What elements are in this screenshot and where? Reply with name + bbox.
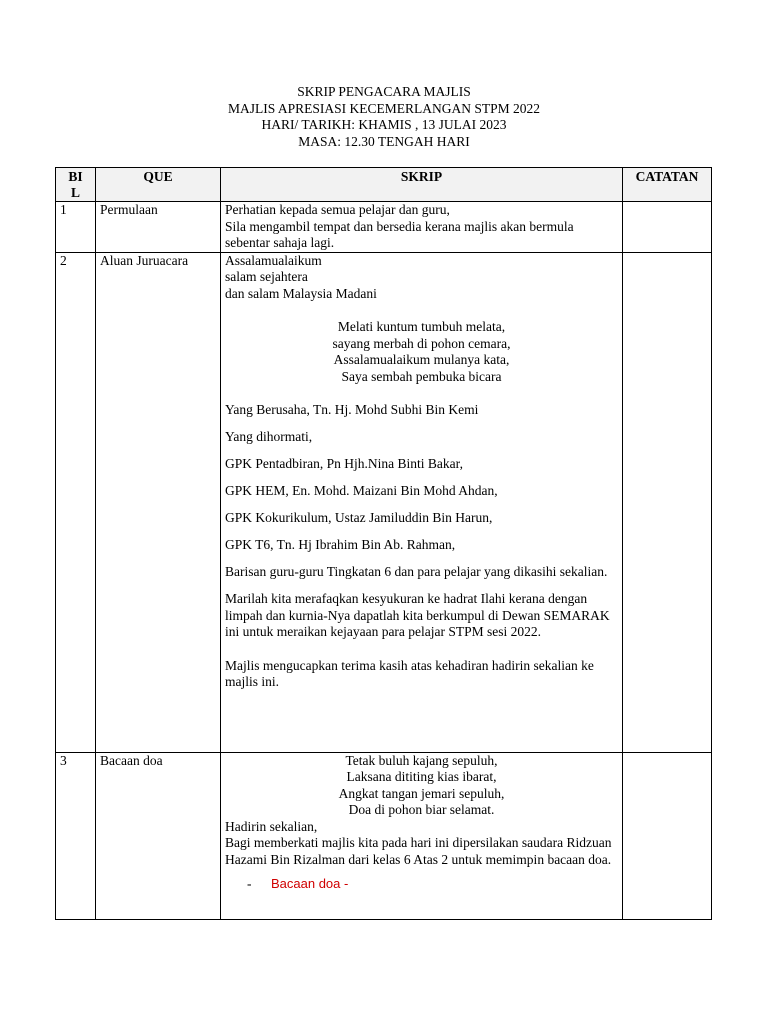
header-event: MAJLIS APRESIASI KECEMERLANGAN STPM 2022 bbox=[227, 100, 541, 116]
list-dash: - bbox=[247, 876, 252, 891]
greeting-line: salam sejahtera bbox=[225, 269, 308, 284]
greeting-line: Assalamualaikum bbox=[225, 252, 322, 268]
doa-item bbox=[225, 876, 618, 893]
cell-catatan bbox=[623, 752, 712, 919]
cell-que: Permulaan bbox=[96, 202, 221, 253]
header-date: HARI/ TARIKH: KHAMIS , 13 JULAI 2023 bbox=[261, 117, 507, 132]
pantun bbox=[225, 319, 618, 385]
skrip-paragraph: Marilah kita merafaqkan kesyukuran ke hadrat Ilahi kerana dengan limpah dan kurnia-Nya dapatlah kita berkumpul di Dewan SEMARAK ini untuk meraikan kejayaan para pelajar STPM sesi 2022. bbox=[225, 591, 610, 639]
cell-skrip bbox=[221, 202, 623, 253]
table-row bbox=[56, 202, 712, 253]
pantun bbox=[225, 753, 618, 819]
cell-bil: 2 bbox=[56, 252, 96, 752]
skrip-paragraph: Bagi memberkati majlis kita pada hari ini dipersilakan saudara Ridzuan Hazami Bin Rizalman dari kelas 6 Atas 2 untuk memimpin bacaan doa. bbox=[225, 835, 612, 867]
vip-line: Yang dihormati, bbox=[225, 429, 313, 444]
pantun-line: Laksana dititing kias ibarat, bbox=[346, 769, 497, 784]
skrip-line: Perhatian kepada semua pelajar dan guru, bbox=[225, 202, 450, 217]
pantun-line: Melati kuntum tumbuh melata, bbox=[337, 319, 506, 334]
col-header-que: QUE bbox=[96, 168, 221, 202]
table-row bbox=[56, 252, 712, 752]
table-row bbox=[56, 752, 712, 919]
vip-line: GPK T6, Tn. Hj Ibrahim Bin Ab. Rahman, bbox=[225, 537, 456, 552]
cell-que: Aluan Juruacara bbox=[96, 252, 221, 752]
cell-bil: 1 bbox=[56, 202, 96, 253]
script-table bbox=[55, 167, 712, 920]
col-header-bil bbox=[56, 168, 96, 202]
header-time: MASA: 12.30 TENGAH HARI bbox=[298, 133, 470, 149]
pantun-line: Doa di pohon biar selamat. bbox=[348, 802, 495, 817]
pantun-line: sayang merbah di pohon cemara, bbox=[332, 335, 511, 351]
vip-line: GPK Pentadbiran, Pn Hjh.Nina Binti Bakar, bbox=[225, 456, 463, 471]
vip-line: Barisan guru-guru Tingkatan 6 dan para pelajar yang dikasihi sekalian. bbox=[225, 564, 608, 579]
cell-que: Bacaan doa bbox=[96, 752, 221, 919]
cell-catatan bbox=[623, 252, 712, 752]
cell-bil: 3 bbox=[56, 752, 96, 919]
col-header-skrip: SKRIP bbox=[221, 168, 623, 202]
greeting-line: dan salam Malaysia Madani bbox=[225, 285, 377, 301]
cell-skrip bbox=[221, 252, 623, 752]
pantun-line: Saya sembah pembuka bicara bbox=[341, 368, 502, 384]
col-header-catatan: CATATAN bbox=[623, 168, 712, 202]
header-title: SKRIP PENGACARA MAJLIS bbox=[297, 84, 471, 99]
document-header bbox=[0, 84, 768, 150]
cell-catatan bbox=[623, 202, 712, 253]
pantun-line: Angkat tangan jemari sepuluh, bbox=[338, 785, 505, 801]
table-header-row bbox=[56, 168, 712, 202]
skrip-line: Sila mengambil tempat dan bersedia kerana majlis akan bermula sebentar sahaja lagi. bbox=[225, 218, 574, 250]
col-header-bil-line1: BI bbox=[68, 169, 83, 184]
pantun-line: Tetak buluh kajang sepuluh, bbox=[345, 752, 498, 768]
pantun-line: Assalamualaikum mulanya kata, bbox=[333, 352, 510, 367]
skrip-line: Hadirin sekalian, bbox=[225, 818, 318, 834]
cell-skrip bbox=[221, 752, 623, 919]
vip-line: GPK Kokurikulum, Ustaz Jamiluddin Bin Harun, bbox=[225, 510, 493, 525]
doa-label: Bacaan doa - bbox=[271, 876, 349, 891]
skrip-paragraph: Majlis mengucapkan terima kasih atas kehadiran hadirin sekalian ke majlis ini. bbox=[225, 657, 594, 689]
vip-line: GPK HEM, En. Mohd. Maizani Bin Mohd Ahdan, bbox=[225, 483, 498, 498]
col-header-bil-line2: L bbox=[70, 185, 80, 200]
vip-line: Yang Berusaha, Tn. Hj. Mohd Subhi Bin Kemi bbox=[225, 402, 479, 417]
